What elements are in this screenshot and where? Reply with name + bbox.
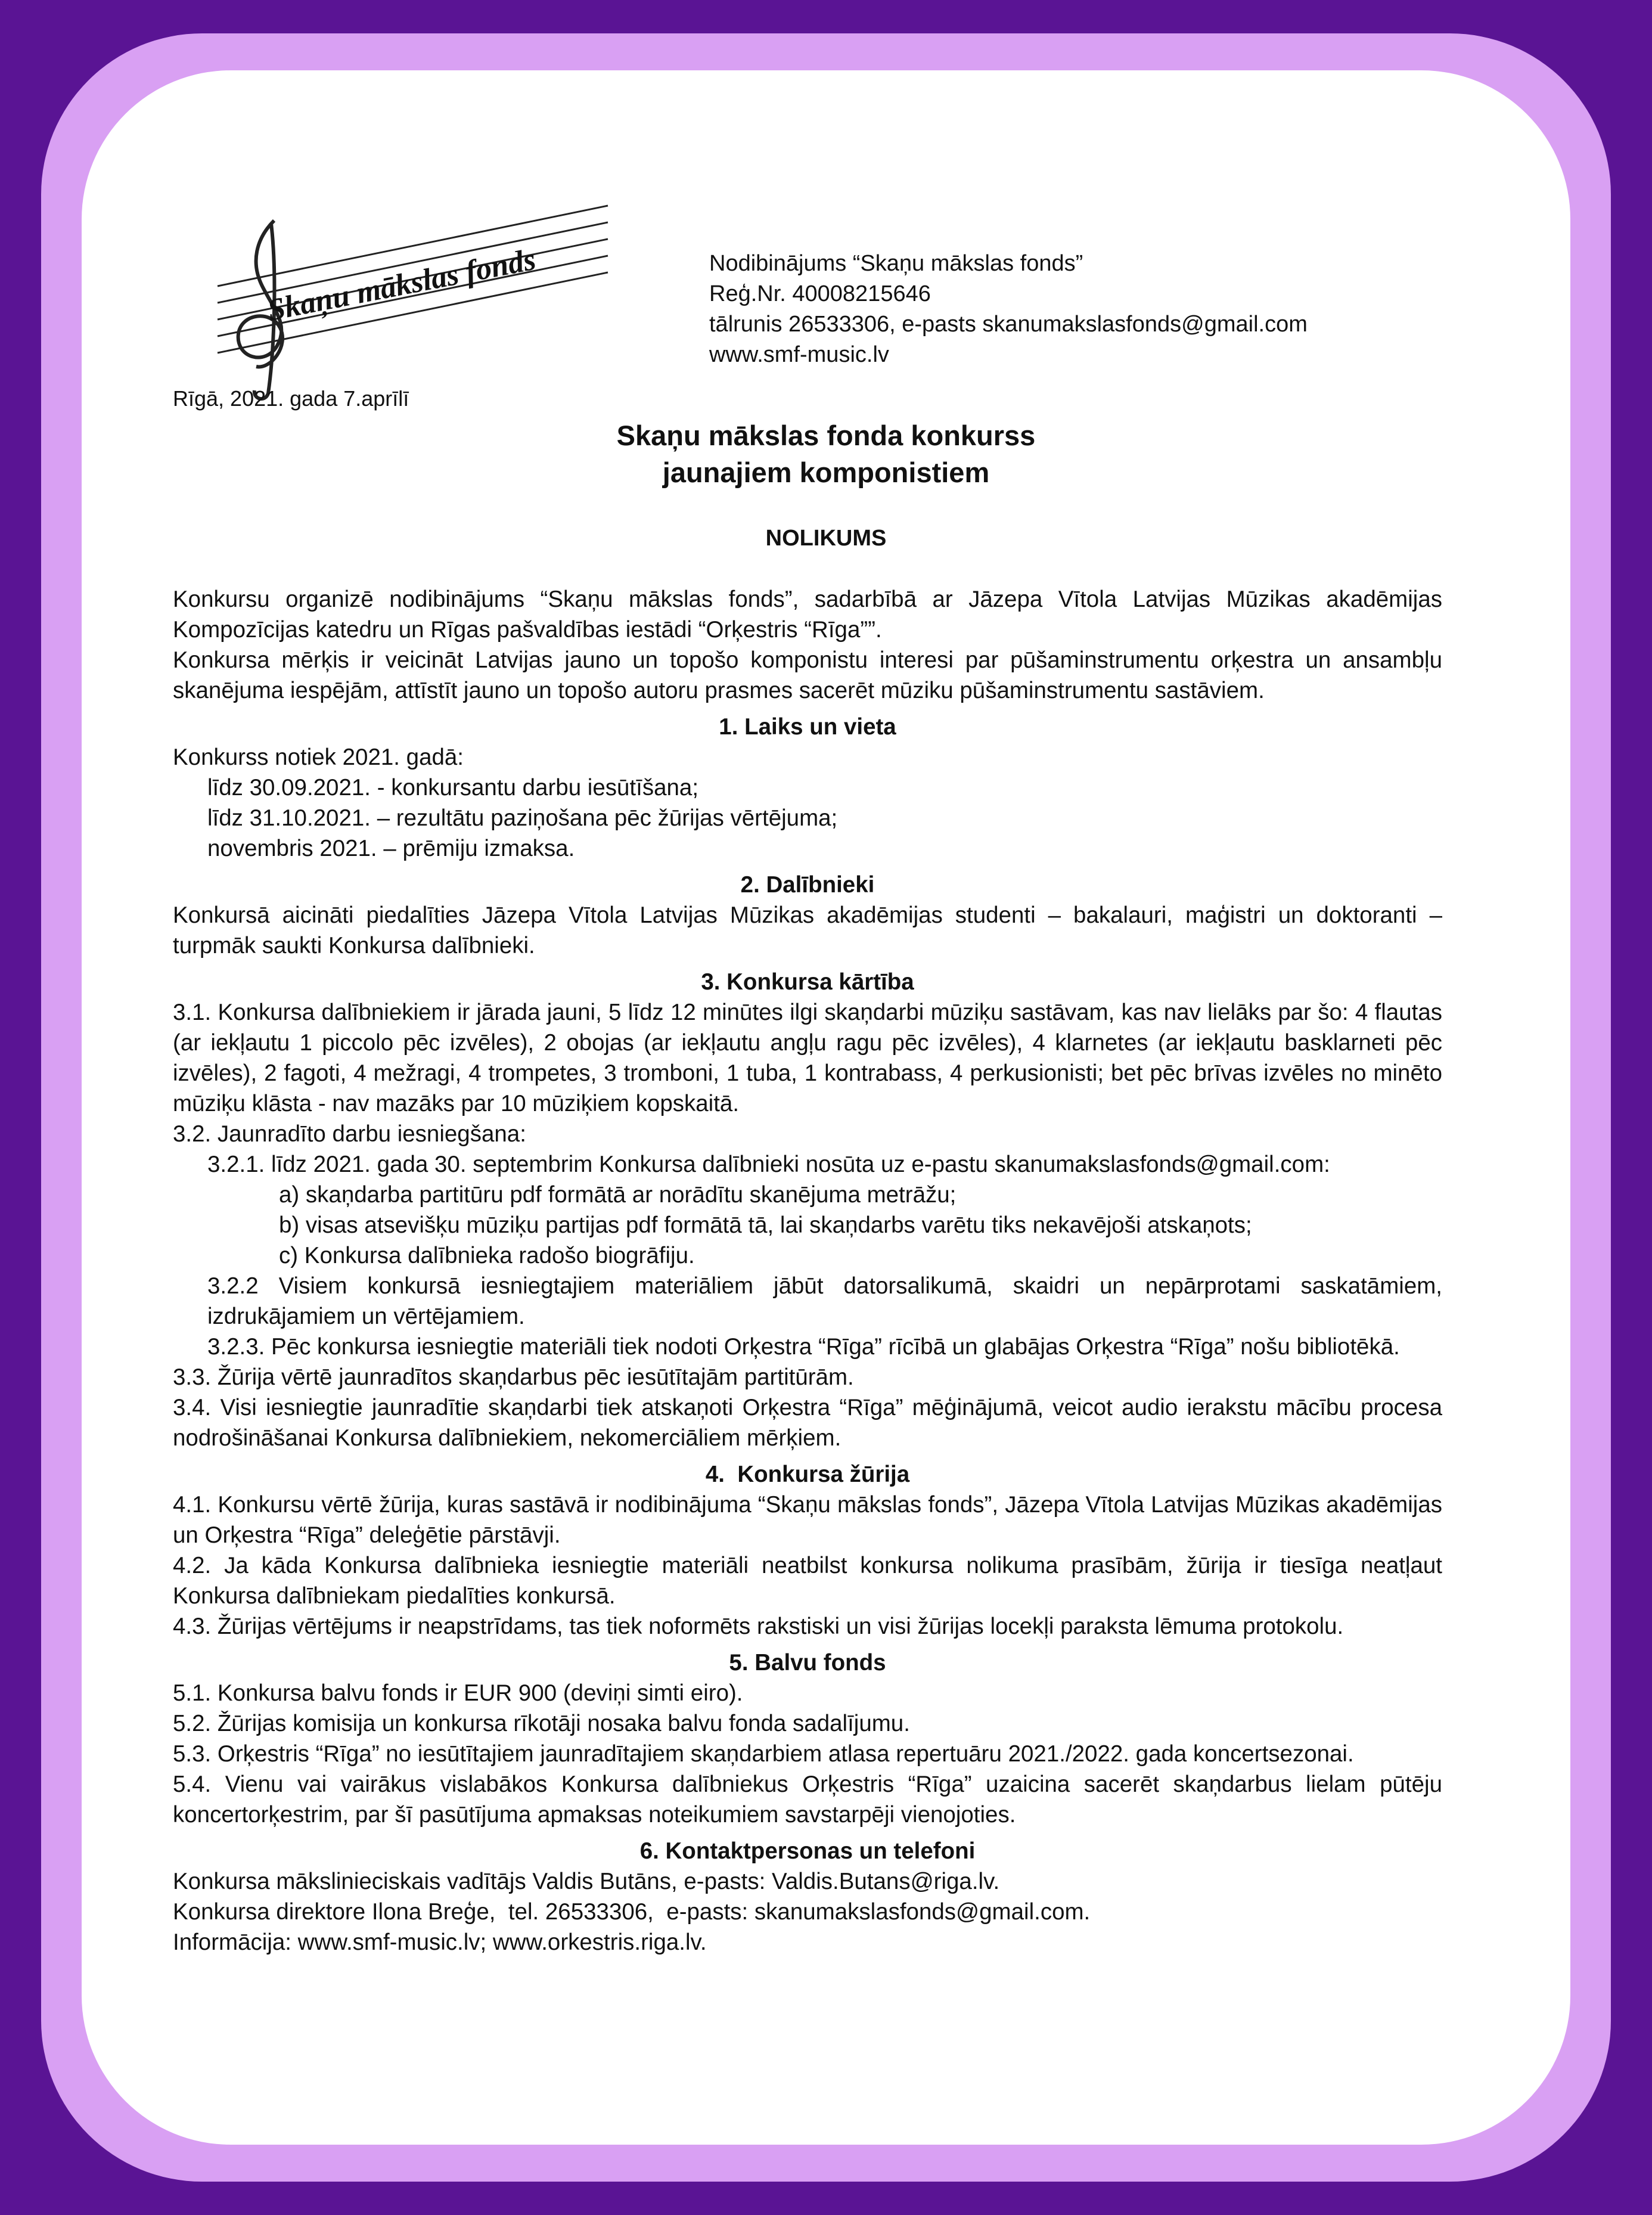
org-phone-email: tālrunis 26533306, e-pasts skanumakslasfonds@gmail.com: [709, 312, 1308, 337]
org-website: www.smf-music.lv: [709, 342, 889, 367]
section-3-3: 3.3. Žūrija vērtē jaunradītos skaņdarbus pēc iesūtītajām partitūrām.: [173, 1364, 854, 1390]
section-2-paragraph: Konkursā aicināti piedalīties Jāzepa Vītola Latvijas Mūzikas akadēmijas studenti – bakalauri, maģistri un doktoranti – turpmāk saukti Konkursa dalībnieki.: [173, 902, 1442, 958]
section-3-2-3: 3.2.3. Pēc konkursa iesniegtie materiāli tiek nodoti Orķestra “Rīga” rīcībā un glabājas Orķestra “Rīga” nošu bibliotēkā.: [207, 1334, 1400, 1360]
document-subtitle: NOLIKUMS: [765, 526, 887, 551]
section-1-item: novembris 2021. – prēmiju izmaksa.: [207, 836, 575, 861]
section-5-4: 5.4. Vienu vai vairākus vislabākos Konkursa dalībniekus Orķestris “Rīga” uzaicina sacerēt skaņdarbus lielam pūtēju koncertorķestrim, par šī pasūtījuma apmaksas noteikumiem savstarpēji vienojoties.: [173, 1772, 1442, 1828]
section-4-heading: 4. Konkursa žūrija: [705, 1462, 910, 1487]
section-1-item: līdz 31.10.2021. – rezultātu paziņošana pēc žūrijas vērtējuma;: [207, 805, 838, 831]
section-3-2-1-c: c) Konkursa dalībnieka radošo biogrāfiju.: [279, 1243, 695, 1268]
intro-paragraph-2: Konkursa mērķis ir veicināt Latvijas jauno un topošo komponistu interesi par pūšaminstrumentu orķestra un ansambļu skanējuma iespējām, attīstīt jauno un topošo autoru prasmes sacerēt mūziku pūšaminstrumentu sastāviem.: [173, 647, 1442, 703]
intro-paragraph-1: Konkursu organizē nodibinājums “Skaņu mākslas fonds”, sadarbībā ar Jāzepa Vītola Latvijas Mūzikas akadēmijas Kompozīcijas katedru un Rīgas pašvaldības iestādi “Orķestris “Rīga””.: [173, 587, 1442, 643]
section-3-2-1-a: a) skaņdarba partitūru pdf formātā ar norādītu skanējuma metrāžu;: [279, 1182, 957, 1208]
document-body: [173, 584, 1442, 1957]
section-3-2-2: 3.2.2 Visiem konkursā iesniegtajiem materiāliem jābūt datorsalikumā, skaidri un nepārprotami saskatāmiem, izdrukājamiem un vērtējamiem.: [207, 1273, 1442, 1329]
section-3-heading: 3. Konkursa kārtība: [701, 969, 914, 995]
section-1-lead: Konkurss notiek 2021. gadā:: [173, 744, 464, 770]
section-5-1: 5.1. Konkursa balvu fonds ir EUR 900 (deviņi simti eiro).: [173, 1680, 743, 1706]
section-1-heading: 1. Laiks un vieta: [719, 714, 896, 740]
logo-text: Skaņu mākslas fonds: [265, 242, 539, 328]
section-3-2-1-b: b) visas atsevišķu mūziķu partijas pdf formātā tā, lai skaņdarbs varētu tiks nekavējoši atskaņots;: [279, 1212, 1252, 1238]
section-2-heading: 2. Dalībnieki: [740, 872, 875, 898]
section-4-2: 4.2. Ja kāda Konkursa dalībnieka iesniegtie materiāli neatbilst konkursa nolikuma prasībām, žūrija ir tiesīga neatļaut Konkursa dalībniekam piedalīties konkursā.: [173, 1553, 1442, 1609]
section-4-1: 4.1. Konkursu vērtē žūrija, kuras sastāvā ir nodibinājuma “Skaņu mākslas fonds”, Jāzepa Vītola Latvijas Mūzikas akadēmijas un Orķestra “Rīga” deleģētie pārstāvji.: [173, 1492, 1442, 1548]
section-4-3: 4.3. Žūrijas vērtējums ir neapstrīdams, tas tiek noformēts rakstiski un visi žūrijas locekļi paraksta lēmuma protokolu.: [173, 1614, 1344, 1639]
section-3-2-1: 3.2.1. līdz 2021. gada 30. septembrim Konkursa dalībnieki nosūta uz e-pastu skanumakslasfonds@gmail.com:: [207, 1152, 1330, 1177]
section-5-3: 5.3. Orķestris “Rīga” no iesūtītajiem jaunradītajiem skaņdarbiem atlasa repertuāru 2021./2022. gada koncertsezonai.: [173, 1741, 1354, 1767]
logo-treble-clef-icon: [206, 197, 617, 402]
document-title-line2: jaunajiem komponistiem: [662, 457, 990, 488]
org-contact-block: [709, 249, 1308, 370]
document-title-line1: Skaņu mākslas fonda konkurss: [616, 420, 1036, 451]
section-5-2: 5.2. Žūrijas komisija un konkursa rīkotāji nosaka balvu fonda sadalījumu.: [173, 1711, 910, 1736]
org-name: Nodibinājums “Skaņu mākslas fonds”: [709, 251, 1083, 276]
section-3-2: 3.2. Jaunradīto darbu iesniegšana:: [173, 1121, 526, 1147]
section-6-heading: 6. Kontaktpersonas un telefoni: [639, 1838, 976, 1864]
section-3-1: 3.1. Konkursa dalībniekiem ir jārada jauni, 5 līdz 12 minūtes ilgi skaņdarbi mūziķu sastāvam, kas nav lielāks par šo: 4 flautas (ar iekļautu 1 piccolo pēc izvēles), 2 obojas (ar iekļautu angļu ragu pēc izvēles), 4 klarnetes (ar iekļautu basklarneti pēc izvēles), 2 fagoti, 4 mežragi, 4 trompetes, 3 tromboni, 1 tuba, 1 kontrabass, 4 perkusionisti; bet pēc brīvas izvēles no minēto mūziķu klāsta - nav mazāks par 10 mūziķiem kopskaitā.: [173, 1000, 1442, 1116]
document-date: Rīgā, 2021. gada 7.aprīlī: [173, 386, 409, 411]
contact-line-3: Informācija: www.smf-music.lv; www.orkestris.riga.lv.: [173, 1929, 707, 1955]
section-1-item: līdz 30.09.2021. - konkursantu darbu iesūtīšana;: [207, 775, 699, 801]
contact-line-2: Konkursa direktore Ilona Breģe, tel. 26533306, e-pasts: skanumakslasfonds@gmail.com.: [173, 1899, 1091, 1925]
section-5-heading: 5. Balvu fonds: [729, 1650, 886, 1676]
contact-line-1: Konkursa mākslinieciskais vadītājs Valdis Butāns, e-pasts: Valdis.Butans@riga.lv.: [173, 1869, 1000, 1894]
org-reg-nr: Reģ.Nr. 40008215646: [709, 281, 931, 306]
section-3-4: 3.4. Visi iesniegtie jaunradītie skaņdarbi tiek atskaņoti Orķestra “Rīga” mēģinājumā, veicot audio ierakstu mācību procesa nodrošināšanai Konkursa dalībniekiem, nekomerciāliem mērķiem.: [173, 1395, 1442, 1451]
